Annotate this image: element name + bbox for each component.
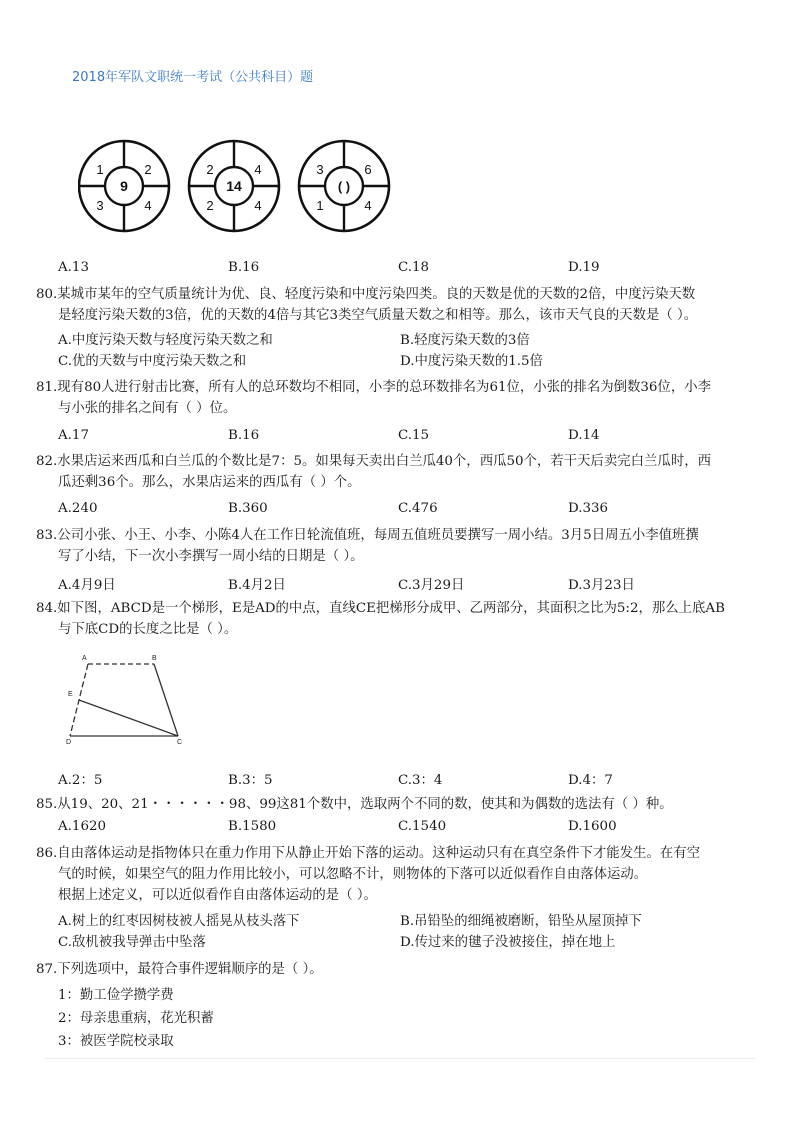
wheel-2-top-left: 2 (206, 162, 214, 177)
q86-stem (36, 843, 700, 906)
wheel-2-top-right: 4 (254, 162, 262, 177)
q84-line2: 与下底CD的长度之比是（ ）。 (58, 622, 238, 637)
trapezoid-label-b: B (152, 655, 157, 662)
q84-stem (36, 598, 725, 640)
q83-option-b[interactable]: B.4月2日 (228, 578, 286, 593)
wheel-1-center: 9 (120, 178, 128, 194)
trapezoid-label-e: E (68, 691, 73, 698)
q85-option-b[interactable]: B.1580 (228, 819, 277, 834)
trapezoid-label-d: D (66, 739, 72, 746)
number-wheels-figure (78, 138, 418, 234)
q87-line1: 87.下列选项中，最符合事件逻辑顺序的是（ ）。 (36, 962, 323, 977)
q81-option-d[interactable]: D.14 (568, 428, 600, 443)
q81-line2: 与小张的排名之间有（ ）位。 (58, 401, 237, 416)
q84-option-a[interactable]: A.2：5 (58, 773, 103, 788)
q82-stem (36, 451, 711, 493)
q86-option-b[interactable]: B.吊铅坠的细绳被磨断，铅坠从屋顶掉下 (400, 914, 642, 929)
q81-line1: 81.现有80人进行射击比赛，所有人的总环数均不相同，小李的总环数排名为61位，小张的排名为倒数36位，小李 (36, 380, 711, 395)
q80-stem (36, 284, 697, 326)
q84-option-d[interactable]: D.4：7 (568, 773, 613, 788)
q83-option-c[interactable]: C.3月29日 (398, 578, 465, 593)
q79-option-d[interactable]: D.19 (568, 260, 600, 275)
wheel-1 (79, 141, 169, 231)
q80-options (58, 330, 742, 372)
wheel-3-top-right: 6 (364, 162, 372, 177)
q87-item-3: 3：被医学院校录取 (58, 1034, 174, 1049)
q80-option-c[interactable]: C.优的天数与中度污染天数之和 (58, 354, 247, 369)
q83-line1: 83.公司小张、小王、小李、小陈4人在工作日轮流值班，每周五值班员要撰写一周小结。3月5日周五小李值班撰 (36, 528, 699, 543)
q86-line2: 气的时候，如果空气的阻力作用比较小，可以忽略不计，则物体的下落可以近似看作自由落体运动。 (58, 867, 648, 882)
q85-stem (36, 794, 673, 815)
q85-options (58, 819, 738, 834)
q79-options (58, 260, 738, 275)
wheel-3-top-left: 3 (316, 162, 324, 177)
q87-items (58, 984, 214, 1053)
q82-option-a[interactable]: A.240 (58, 501, 98, 516)
page-divider (44, 1058, 756, 1059)
q82-option-d[interactable]: D.336 (568, 501, 609, 516)
page-header: 2018年军队文职统一考试（公共科目）题 (72, 70, 314, 85)
q83-stem (36, 525, 699, 567)
q79-option-a[interactable]: A.13 (58, 260, 89, 275)
q87-item-2: 2：母亲患重病，花光积蓄 (58, 1011, 214, 1026)
wheel-1-top-right: 2 (144, 162, 152, 177)
q83-option-a[interactable]: A.4月9日 (58, 578, 116, 593)
q82-option-b[interactable]: B.360 (228, 501, 268, 516)
q81-option-a[interactable]: A.17 (58, 428, 89, 443)
q84-options (58, 769, 738, 788)
wheel-1-top-left: 1 (96, 162, 104, 177)
q86-line3: 根据上述定义，可以近似看作自由落体运动的是（ ）。 (58, 888, 377, 903)
q84-option-c[interactable]: C.3：4 (398, 773, 443, 788)
q81-stem (36, 377, 711, 419)
trapezoid-label-a: A (82, 655, 87, 662)
q85-line1: 85.从19、20、21・・・・・・98、99这81个数中，选取两个不同的数，使其和为偶数的选法有（ ）种。 (36, 797, 673, 812)
q81-option-c[interactable]: C.15 (398, 428, 430, 443)
q82-options (58, 501, 738, 516)
q87-item-1: 1：勤工俭学攒学费 (58, 988, 174, 1003)
q86-option-a[interactable]: A.树上的红枣因树枝被人摇晃从枝头落下 (58, 914, 300, 929)
q85-option-d[interactable]: D.1600 (568, 819, 617, 834)
q86-options (58, 911, 742, 953)
trapezoid-label-c: C (177, 739, 183, 746)
q85-option-a[interactable]: A.1620 (58, 819, 107, 834)
q83-line2: 写了小结，下一次小李撰写一周小结的日期是（ ）。 (58, 549, 364, 564)
trapezoid-figure (66, 652, 196, 748)
q80-line2: 是轻度污染天数的3倍，优的天数的4倍与其它3类空气质量天数之和相等。那么，该市天气良的天数是（ ）。 (58, 308, 698, 323)
q82-option-c[interactable]: C.476 (398, 501, 438, 516)
wheel-2-bottom-left: 2 (206, 198, 214, 213)
q79-option-b[interactable]: B.16 (228, 260, 260, 275)
q86-option-c[interactable]: C.敌机被我导弹击中坠落 (58, 935, 206, 950)
q81-options (58, 428, 738, 443)
wheel-2-bottom-right: 4 (254, 198, 262, 213)
q82-line1: 82.水果店运来西瓜和白兰瓜的个数比是7：5。如果每天卖出白兰瓜40个，西瓜50个，若干天后卖完白兰瓜时，西 (36, 454, 711, 469)
q86-option-d[interactable]: D.传过来的毽子没被接住，掉在地上 (400, 935, 616, 950)
q83-option-d[interactable]: D.3月23日 (568, 578, 635, 593)
wheel-3-bottom-right: 4 (364, 198, 372, 213)
q85-option-c[interactable]: C.1540 (398, 819, 447, 834)
q79-option-c[interactable]: C.18 (398, 260, 430, 275)
q87-stem (36, 959, 323, 980)
q84-option-b[interactable]: B.3：5 (228, 773, 273, 788)
wheel-3-center: ( ) (337, 179, 351, 194)
q80-option-b[interactable]: B.轻度污染天数的3倍 (400, 333, 530, 348)
q80-line1: 80.某城市某年的空气质量统计为优、良、轻度污染和中度污染四类。良的天数是优的天数的2倍，中度污染天数 (36, 287, 696, 302)
wheel-2 (189, 141, 279, 231)
q86-line1: 86.自由落体运动是指物体只在重力作用下从静止开始下落的运动。这种运动只有在真空条件下才能发生。在有空 (36, 846, 701, 861)
q84-line1: 84.如下图，ABCD是一个梯形，E是AD的中点，直线CE把梯形分成甲、乙两部分，其面积之比为5:2，那么上底AB (36, 601, 725, 616)
q83-options (58, 574, 738, 593)
q81-option-b[interactable]: B.16 (228, 428, 260, 443)
wheel-2-center: 14 (226, 178, 242, 194)
q80-option-d[interactable]: D.中度污染天数的1.5倍 (400, 354, 543, 369)
wheel-1-bottom-right: 4 (144, 198, 152, 213)
wheel-3 (299, 141, 389, 231)
wheel-1-bottom-left: 3 (96, 198, 104, 213)
q80-option-a[interactable]: A.中度污染天数与轻度污染天数之和 (58, 333, 273, 348)
q82-line2: 瓜还剩36个。那么，水果店运来的西瓜有（ ）个。 (58, 475, 361, 490)
wheel-3-bottom-left: 1 (316, 198, 324, 213)
